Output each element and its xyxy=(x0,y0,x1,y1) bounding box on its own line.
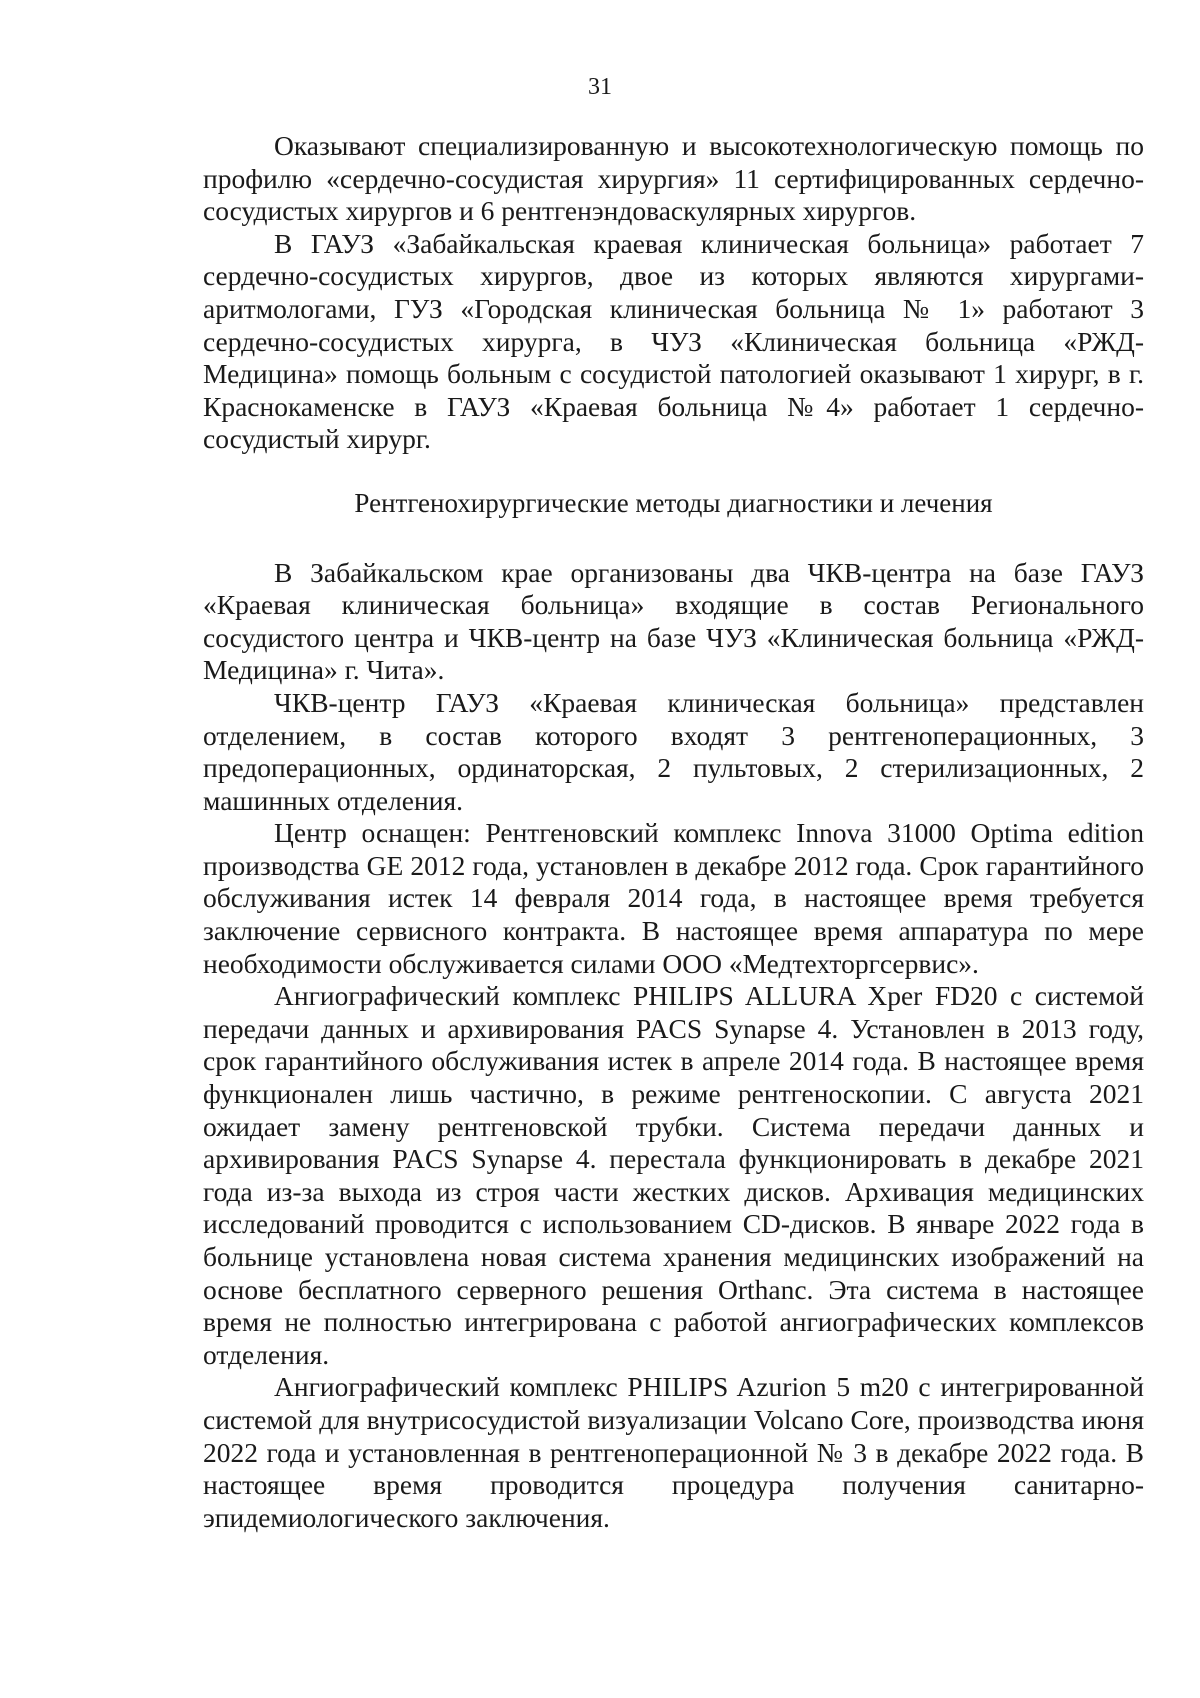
document-body xyxy=(203,130,1144,1534)
paragraph-azurion-equipment: Ангиографический комплекс PHILIPS Azurion 5 m20 с интегрированной системой для внутрисосудистой визуализации Volcano Core, производства июня 2022 года и установленная в рентгеноперационной № 3 в декабре 2022 года. В настоящее время проводится процедура получения санитарно-эпидемиологического заключения. xyxy=(203,1371,1144,1533)
paragraph-specialized-care: Оказывают специализированную и высокотехнологическую помощь по профилю «сердечно-сосудистая хирургия» 11 сертифицированных сердечно-сосудистых хирургов и 6 рентгенэндоваскулярных хирургов. xyxy=(203,130,1144,227)
paragraph-allura-equipment: Ангиографический комплекс PHILIPS ALLURA Xper FD20 с системой передачи данных и архивирования PACS Synapse 4. Установлен в 2013 году, срок гарантийного обслуживания истек в апреле 2014 года. В настоящее время функционален лишь частично, в режиме рентгеноскопии. С августа 2021 ожидает замену рентгеновской трубки. Система передачи данных и архивирования PACS Synapse 4. перестала функционировать в декабре 2021 года из-за выхода из строя части жестких дисков. Архивация медицинских исследований проводится с использованием CD-дисков. В январе 2022 года в больнице установлена новая система хранения медицинских изображений на основе бесплатного серверного решения Orthanc. Эта система в настоящее время не полностью интегрирована с работой ангиографических комплексов отделения. xyxy=(203,980,1144,1370)
section-heading: Рентгенохирургические методы диагностики и лечения xyxy=(354,487,993,518)
page-number: 31 xyxy=(588,74,612,100)
paragraph-surgeons-staff: В ГАУЗ «Забайкальская краевая клиническая больница» работает 7 сердечно-сосудистых хирургов, двое из которых являются хирургами-аритмологами, ГУЗ «Городская клиническая больница № 1» работают 3 сердечно-сосудистых хирурга, в ЧУЗ «Клиническая больница «РЖД-Медицина» помощь больным с сосудистой патологией оказывают 1 хирург, в г. Краснокаменске в ГАУЗ «Краевая больница №4» работает 1 сердечно-сосудистый хирург. xyxy=(203,227,1144,455)
paragraph-pci-centers: В Забайкальском крае организованы два ЧКВ-центра на базе ГАУЗ «Краевая клиническая больница» входящие в состав Регионального сосудистого центра и ЧКВ-центр на базе ЧУЗ «Клиническая больница «РЖД-Медицина» г. Чита». xyxy=(203,556,1144,686)
paragraph-pci-department: ЧКВ-центр ГАУЗ «Краевая клиническая больница» представлен отделением, в состав которого входят 3 рентгеноперационных, 3 предоперационных, ординаторская, 2 пультовых, 2 стерилизационных, 2 машинных отделения. xyxy=(203,686,1144,816)
paragraph-innova-equipment: Центр оснащен: Рентгеновский комплекс Innova 31000 Optima edition производства GE 2012 года, установлен в декабре 2012 года. Срок гарантийного обслуживания истек 14 февраля 2014 года, в настоящее время требуется заключение сервисного контракта. В настоящее время аппаратура по мере необходимости обслуживается силами ООО «Медтехторгсервис». xyxy=(203,817,1144,979)
